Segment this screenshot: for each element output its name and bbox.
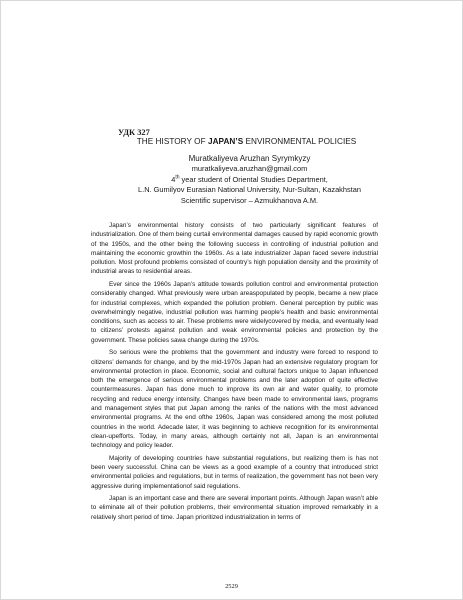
article-body bbox=[91, 221, 378, 525]
title-part: THE HISTORY OF bbox=[136, 137, 208, 146]
paragraph: Japan is an important case and there are several important points. Although Japan wasn’t able to eliminate all of their pollution problems, their environmental situation improved remarkably in a relatively short period of time. Japan prioritized industrialization in terms of bbox=[91, 495, 378, 521]
udk-code: УДК 327 bbox=[118, 128, 150, 137]
scientific-supervisor: Scientific supervisor – Azmukhanova A.M. bbox=[180, 195, 319, 205]
author-name: Muratkaliyeva Aruzhan Syrymkyzy bbox=[188, 154, 311, 163]
page-number: 2529 bbox=[225, 583, 238, 590]
paragraph: Japan’s environmental history consists of two particularly significant features of industrialization. One of them being curtail environmental damages caused by rapid economic growth of the 1950s, and the other being the following success in controlling of industrial pollution and maintaining the economic growthin the 1960s. As a late industrializer Japan faced severe industrial pollution. Most profound problems consisted of country’s high population density and the proximity of industrial areas to residential areas. bbox=[91, 222, 378, 276]
course-number: 4 bbox=[171, 174, 176, 184]
author-email: muratkaliyeva.aruzhan@gmail.com bbox=[191, 164, 308, 174]
course-text: year student of Oriental Studies Department, bbox=[179, 174, 328, 184]
title-bold-part: JAPAN’S bbox=[207, 137, 244, 146]
author-university: L.N. Gumilyov Eurasian National University, Nur-Sultan, Kazakhstan bbox=[138, 185, 361, 195]
author-block bbox=[0, 154, 463, 206]
title-part: ENVIRONMENTAL POLICIES bbox=[243, 137, 357, 146]
article-title bbox=[0, 137, 463, 146]
paragraph: Ever since the 1960s Japan’s attitude towards pollution control and environmental protection considerably changed. What previously were urban areaspopulated by people, became a new place for industrial complexes, which expanded the pollution problem. General perception by public was overwhelmingly negative, industrial pollution was harming people’s health and basic environmental conditions, such as access to air. These problems were widelycovered by media, and eventually lead to citizens’ protests against pollution and weak environmental policies and protection by the government. These policies sawa change during the 1970s. bbox=[91, 280, 378, 344]
paragraph: So serious were the problems that the government and industry were forced to respond to citizens’ demands for change, and by the mid-1970s Japan had an extensive regulatory program for environmental protection in place. Economic, social and cultural factors unique to Japan influenced both the emergence of serious environmental problems and the later adoption of quite effective countermeasures. Japan has done much to improve its own air and water quality, to promote recycling and reduce energy intensity. Changes have been made to environmental laws, programs and management styles that put Japan among the ranks of the nations with the most advanced environmental programs. At the end ofthe 1960s, Japan was considered among the most polluted countries in the world. Adecade later, it was beginning to achieve recognition for its environmental clean-upefforts. Today, in many areas, although certainly not all, Japan is an environmental technology and policy leader. bbox=[91, 349, 378, 450]
course-suffix: th bbox=[175, 174, 180, 181]
author-course bbox=[36, 175, 463, 185]
paragraph: Majority of developing countries have substantial regulations, but realizing them is has not been veery successful. China can be views as a good example of a country that introduced strict environmental policies and regulations, but in terms of realization, the government has not been very aggressive during implementationof said regulations. bbox=[91, 454, 378, 490]
